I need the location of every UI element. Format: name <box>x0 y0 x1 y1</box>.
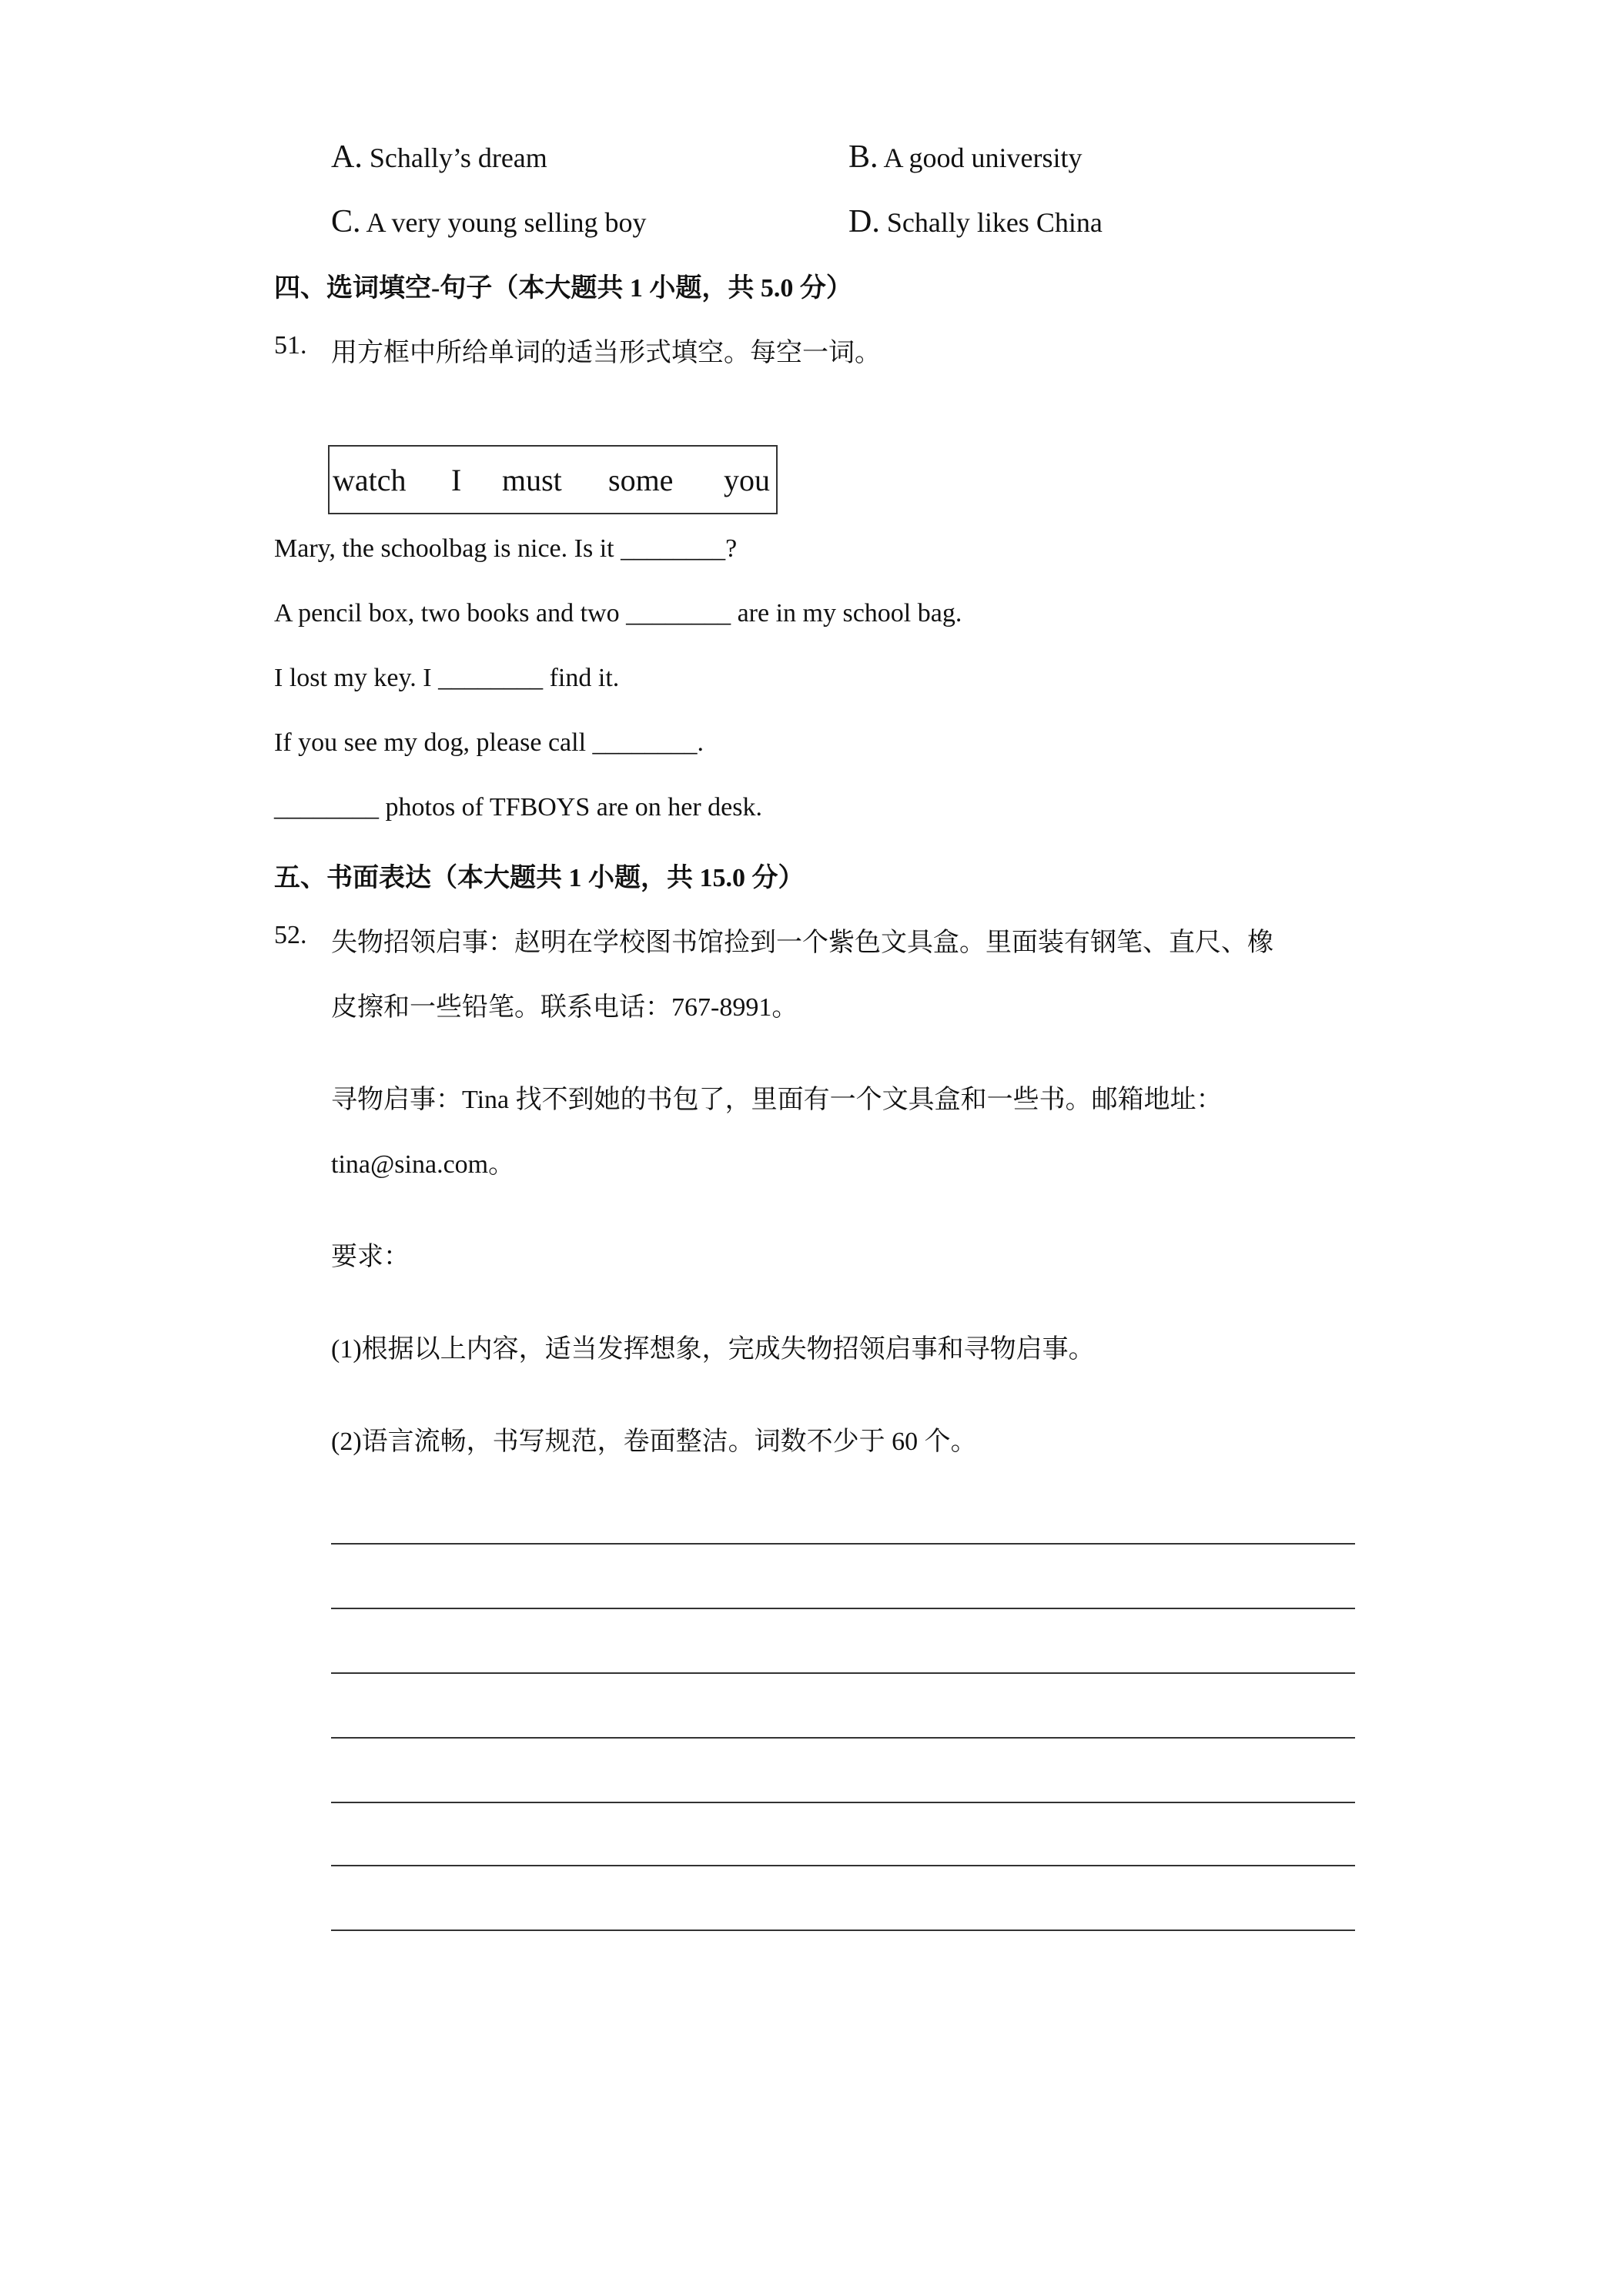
option-d-letter: D. <box>848 204 880 239</box>
q51-number: 51. <box>274 331 307 360</box>
q51-sentence-4: If you see my dog, please call ________. <box>274 728 704 757</box>
option-a-letter: A. <box>331 139 363 175</box>
q52-line-2: 皮擦和一些铅笔。联系电话：767-8991。 <box>331 993 798 1022</box>
writing-line <box>331 1930 1355 1931</box>
writing-line <box>331 1543 1355 1545</box>
requirement-2: (2)语言流畅，书写规范，卷面整洁。词数不少于 60 个。 <box>331 1427 977 1456</box>
word-box-word: must <box>502 463 562 497</box>
q52-number: 52. <box>274 921 307 949</box>
q52-line-1: 失物招领启事：赵明在学校图书馆捡到一个紫色文具盒。里面装有钢笔、直尺、橡 <box>331 929 1273 957</box>
q51-sentence-1: Mary, the schoolbag is nice. Is it ________? <box>274 534 738 563</box>
q51-sentence-5: ________ photos of TFBOYS are on her desk. <box>274 793 762 822</box>
option-b <box>848 139 1083 176</box>
option-c <box>331 203 647 240</box>
word-box-word: some <box>608 463 674 497</box>
q51-sentence-2: A pencil box, two books and two ________ are in my school bag. <box>274 599 962 628</box>
writing-line <box>331 1737 1355 1739</box>
option-d <box>848 203 1103 240</box>
q51-instruction: 用方框中所给单词的适当形式填空。每空一词。 <box>331 339 881 367</box>
option-c-text: A very young selling boy <box>366 207 647 238</box>
option-c-letter: C. <box>331 204 361 239</box>
option-a <box>331 139 547 176</box>
q51-sentence-3: I lost my key. I ________ find it. <box>274 664 620 692</box>
q52-line-3: 寻物启事：Tina 找不到她的书包了，里面有一个文具盒和一些书。邮箱地址： <box>331 1086 1223 1114</box>
option-b-text: A good university <box>883 142 1083 173</box>
writing-line <box>331 1865 1355 1866</box>
word-box-word: I <box>451 463 462 497</box>
option-b-letter: B. <box>848 139 878 175</box>
writing-line <box>331 1802 1355 1803</box>
writing-line <box>331 1672 1355 1674</box>
option-a-text: Schally’s dream <box>369 142 547 173</box>
writing-line <box>331 1608 1355 1609</box>
requirements-title: 要求： <box>331 1243 410 1271</box>
requirement-1: (1)根据以上内容，适当发挥想象，完成失物招领启事和寻物启事。 <box>331 1335 1095 1364</box>
word-box <box>328 445 778 514</box>
word-box-word: watch <box>333 463 407 497</box>
q52-line-4: tina@sina.com。 <box>331 1150 515 1179</box>
option-d-text: Schally likes China <box>886 207 1103 238</box>
section-4-title: 四、选词填空-句子（本大题共 1 小题，共 5.0 分） <box>274 274 852 303</box>
word-box-word: you <box>724 463 770 497</box>
section-5-title: 五、书面表达（本大题共 1 小题，共 15.0 分） <box>274 864 805 892</box>
